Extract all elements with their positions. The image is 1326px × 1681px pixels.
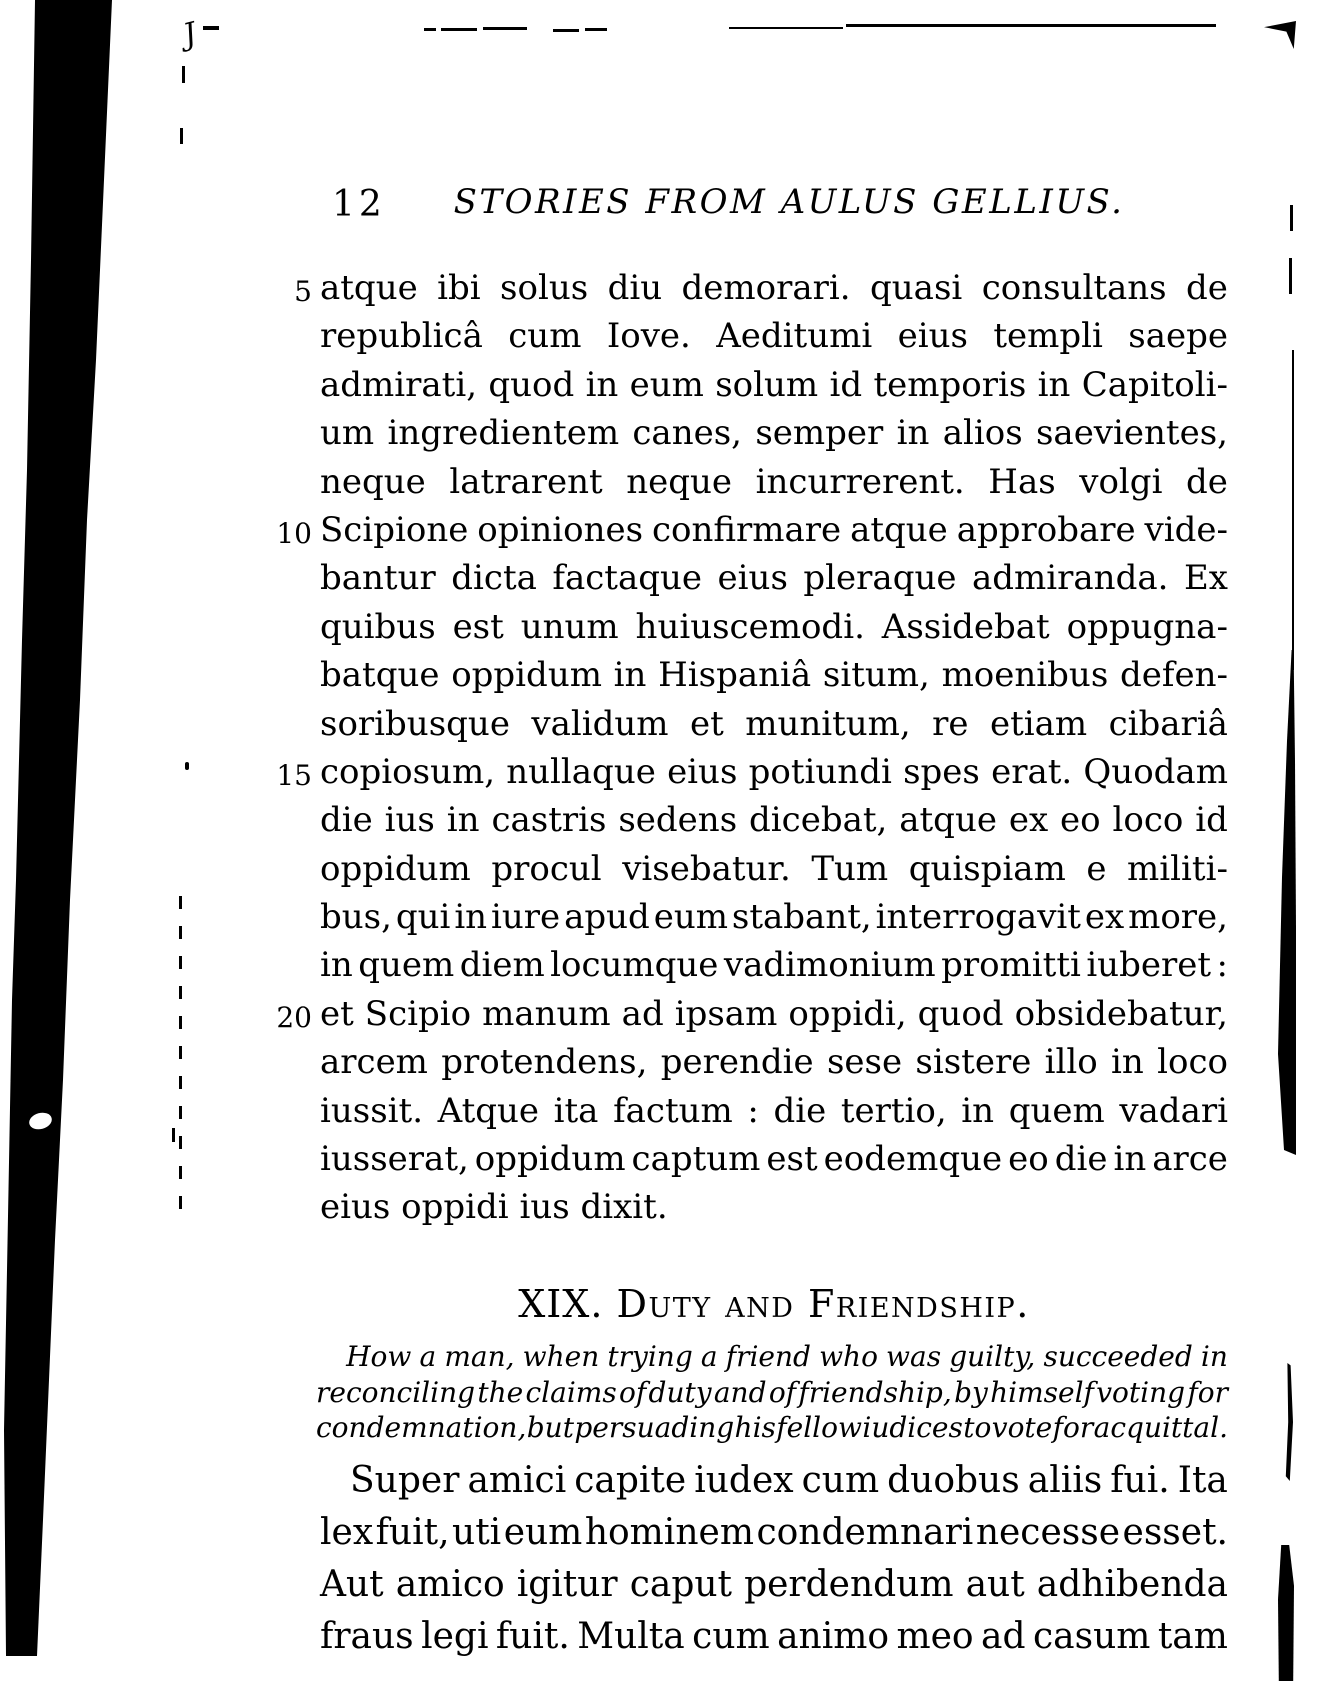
- word: in: [585, 364, 619, 405]
- word: approbare: [956, 509, 1136, 550]
- latin-paragraph-2: [320, 1460, 1228, 1668]
- word: loco: [1157, 1042, 1228, 1083]
- word: more,: [1128, 897, 1228, 938]
- text-line: [276, 509, 1228, 558]
- word: lex: [320, 1512, 374, 1553]
- text-line: [320, 1187, 1228, 1235]
- text-line: [320, 607, 1228, 655]
- section-heading: [320, 1282, 1228, 1326]
- word: perendie: [660, 1042, 814, 1083]
- word: locumque: [550, 945, 719, 986]
- word: :: [747, 1090, 759, 1131]
- scan-tick: [1290, 205, 1293, 231]
- word: in: [961, 1090, 995, 1131]
- text-line: [316, 1376, 1228, 1412]
- word: igitur: [516, 1564, 618, 1605]
- running-title: STORIES FROM AULUS GELLIUS.: [453, 182, 1125, 222]
- word: etiam: [989, 703, 1088, 744]
- word: in: [1111, 1042, 1144, 1083]
- word: oppidi,: [788, 993, 907, 1034]
- text-line: [320, 413, 1228, 461]
- word: ita: [553, 1090, 599, 1131]
- word: ius: [384, 800, 435, 841]
- word: ad: [981, 1616, 1026, 1657]
- word: guilty,: [949, 1340, 1036, 1373]
- word: die: [320, 800, 373, 841]
- word: duty: [648, 1375, 712, 1409]
- word: latrarent: [449, 461, 603, 502]
- word: oppugna-: [1066, 606, 1228, 647]
- word: oppidum: [474, 1139, 626, 1180]
- word: captum: [631, 1139, 761, 1180]
- word: reconciling: [316, 1375, 476, 1409]
- word: huiuscemodi.: [635, 606, 865, 647]
- word: ingredientem: [387, 413, 620, 454]
- word: ibi: [437, 268, 481, 308]
- word: a: [700, 1340, 718, 1373]
- text-line: [320, 1460, 1228, 1512]
- word: e: [1086, 848, 1107, 889]
- word: castris: [491, 800, 607, 841]
- word: casum: [1032, 1616, 1151, 1657]
- scan-tick: [180, 128, 183, 144]
- word: obsidebatur,: [1014, 993, 1228, 1034]
- word: in: [446, 800, 480, 841]
- word: acquittal.: [1093, 1411, 1228, 1445]
- margin-line-number: 10: [276, 516, 312, 550]
- word: Assidebat: [881, 606, 1050, 647]
- word: ipsam: [674, 993, 778, 1034]
- word: nullaque: [506, 751, 656, 792]
- word: vide-: [1144, 509, 1228, 550]
- page-header: [320, 182, 1228, 226]
- text-line: [320, 1091, 1228, 1139]
- word: esset.: [1122, 1512, 1228, 1553]
- word: hominem: [584, 1512, 754, 1553]
- word: trying: [607, 1340, 693, 1373]
- text-line: [320, 462, 1228, 510]
- word: was: [886, 1340, 942, 1373]
- word: atque: [850, 509, 948, 550]
- scan-tick: [172, 1128, 175, 1142]
- word: his: [734, 1411, 776, 1445]
- text-line: [320, 558, 1228, 606]
- word: condemnari: [756, 1512, 974, 1553]
- word: friendship,: [798, 1375, 952, 1409]
- text-line: [316, 1411, 1228, 1447]
- word: Ex: [1183, 558, 1228, 599]
- scan-line: [729, 27, 843, 29]
- page-number: 12: [332, 184, 386, 225]
- word: saevientes,: [1035, 413, 1228, 454]
- word: fellow: [776, 1411, 862, 1445]
- word: sese: [826, 1042, 903, 1083]
- word: um: [320, 413, 375, 454]
- pen-mark: J: [179, 16, 200, 53]
- text-line: [316, 1340, 1228, 1376]
- text-line: [320, 1042, 1228, 1090]
- word: duobus: [887, 1460, 1020, 1501]
- word: bantur: [320, 558, 436, 599]
- text-line: [320, 365, 1228, 413]
- word: situm,: [822, 655, 930, 696]
- word: eodemque: [823, 1139, 1003, 1180]
- word: fuit,: [375, 1512, 450, 1553]
- word: potiundi: [748, 751, 892, 792]
- word: manum: [482, 993, 611, 1034]
- scan-dash: [585, 28, 607, 31]
- text-line: [320, 800, 1228, 848]
- word: iusserat,: [320, 1139, 469, 1180]
- word: himself: [990, 1375, 1094, 1409]
- word: consultans: [981, 268, 1167, 308]
- word: eum: [653, 897, 728, 938]
- word: munitum,: [745, 703, 911, 744]
- word: diem: [459, 945, 545, 986]
- word: cum: [801, 1460, 880, 1501]
- word: quod: [917, 993, 1004, 1034]
- text-line: [276, 751, 1228, 800]
- word: incurrerent.: [755, 461, 965, 502]
- scan-dash: [553, 29, 579, 32]
- word: to: [963, 1411, 992, 1445]
- scan-streak: [1292, 350, 1294, 670]
- word: eius: [897, 316, 968, 357]
- word: sedens: [618, 800, 738, 841]
- word: solus: [500, 268, 589, 308]
- word: tam: [1157, 1616, 1228, 1657]
- word: factum: [613, 1090, 733, 1131]
- word: confirmare: [651, 509, 842, 550]
- word: of: [768, 1375, 797, 1409]
- word: temporis: [873, 364, 1027, 405]
- word: vadari: [1119, 1090, 1228, 1131]
- text-run: eius oppidi ius dixit.: [320, 1187, 668, 1228]
- word: How: [346, 1340, 412, 1373]
- word: factaque: [552, 558, 703, 599]
- word: Hispaniâ: [658, 655, 812, 696]
- word: for: [1187, 1375, 1228, 1409]
- word: ad: [621, 993, 664, 1034]
- word: claims: [525, 1375, 617, 1409]
- word: quibus: [320, 606, 436, 647]
- word: quem: [358, 945, 455, 986]
- word: erat.: [991, 751, 1073, 792]
- word: persuading: [574, 1411, 735, 1445]
- scan-tick: [182, 66, 185, 83]
- word: Atque: [437, 1090, 540, 1131]
- word: apud: [564, 897, 650, 938]
- word: ex: [1084, 897, 1125, 938]
- text-line: [320, 849, 1228, 897]
- word: qui: [395, 897, 451, 938]
- word: canes,: [632, 413, 742, 454]
- word: saepe: [1128, 316, 1228, 357]
- section-summary: [316, 1340, 1228, 1447]
- word: copiosum,: [320, 751, 496, 792]
- word: caput: [629, 1564, 733, 1605]
- word: Has: [988, 461, 1056, 502]
- word: et: [689, 703, 724, 744]
- word: and: [713, 1375, 767, 1409]
- word: Multa: [577, 1616, 685, 1657]
- word: voting: [1096, 1375, 1186, 1409]
- word: Capitoli-: [1081, 364, 1228, 405]
- word: interrogavit: [875, 897, 1081, 938]
- word: by: [954, 1375, 988, 1409]
- word: Aut: [320, 1564, 384, 1605]
- scan-dash: [424, 28, 436, 31]
- word: quispiam: [908, 848, 1066, 889]
- word: et: [320, 993, 354, 1034]
- word: in: [613, 655, 647, 696]
- word: est: [766, 1139, 818, 1180]
- word: dicebat,: [749, 800, 888, 841]
- word: volgi: [1079, 461, 1163, 502]
- word: id: [1195, 800, 1228, 841]
- word: cum: [692, 1616, 770, 1657]
- text-line: [320, 897, 1228, 945]
- word: in: [320, 945, 353, 986]
- word: opiniones: [477, 509, 644, 550]
- word: legi: [421, 1616, 489, 1657]
- word: for: [1052, 1411, 1094, 1445]
- word: semper: [755, 413, 884, 454]
- section-title: Duty and Friendship.: [616, 1282, 1030, 1326]
- word: Tum: [811, 848, 889, 889]
- scan-dash: [441, 28, 477, 31]
- text-line: [320, 1564, 1228, 1616]
- word: but: [526, 1411, 574, 1445]
- word: procul: [491, 848, 602, 889]
- word: eius: [717, 558, 788, 599]
- word: uti: [452, 1512, 502, 1553]
- word: necesse: [975, 1512, 1121, 1553]
- text-line: [276, 993, 1228, 1042]
- word: man,: [444, 1340, 515, 1373]
- word: dicta: [451, 558, 537, 599]
- text-line: [320, 1616, 1228, 1668]
- word: quasi: [870, 268, 963, 308]
- word: quod: [488, 364, 575, 405]
- scan-speck: [185, 762, 189, 770]
- word: adhibenda: [1036, 1564, 1228, 1605]
- binding-shadow-bar: [0, 0, 120, 1656]
- word: in: [896, 413, 930, 454]
- word: eum: [503, 1512, 583, 1553]
- word: a: [419, 1340, 437, 1373]
- word: in: [1113, 1139, 1147, 1180]
- word: perdendum: [744, 1564, 954, 1605]
- word: neque: [626, 461, 733, 502]
- page-corner-wedge: [1264, 21, 1296, 49]
- latin-paragraph: [276, 268, 1228, 1236]
- scan-dash: [483, 27, 527, 30]
- word: the: [477, 1375, 524, 1409]
- word: Scipio: [364, 993, 472, 1034]
- word: moenibus: [941, 655, 1109, 696]
- margin-line-number: 5: [294, 275, 312, 308]
- scan-streak: [1276, 650, 1296, 1155]
- word: die: [1054, 1139, 1108, 1180]
- section-number: XIX.: [518, 1282, 604, 1326]
- word: templi: [993, 316, 1103, 357]
- word: in: [1200, 1340, 1228, 1373]
- word: quem: [1008, 1090, 1105, 1131]
- word: fuit.: [495, 1616, 570, 1657]
- word: aliis: [1027, 1460, 1103, 1501]
- word: soribusque: [320, 703, 510, 744]
- word: Super: [350, 1460, 460, 1501]
- margin-line-number: 15: [276, 758, 312, 792]
- word: iure: [491, 897, 561, 938]
- word: Iove.: [606, 316, 691, 357]
- word: spes: [903, 751, 980, 792]
- word: amico: [395, 1564, 505, 1605]
- word: eius: [667, 751, 738, 792]
- word: die: [773, 1090, 827, 1131]
- word: vadimonium: [723, 945, 936, 986]
- text-line: [320, 1139, 1228, 1187]
- word: admirati,: [320, 364, 478, 405]
- word: oppidum: [320, 848, 471, 889]
- word: animo: [777, 1616, 890, 1657]
- word: capite: [574, 1460, 687, 1501]
- word: amici: [467, 1460, 567, 1501]
- word: Aeditumi: [716, 316, 873, 357]
- word: alios: [942, 413, 1023, 454]
- word: who: [819, 1340, 878, 1373]
- word: pleraque: [803, 558, 957, 599]
- word: arcem: [320, 1042, 428, 1083]
- word: Scipione: [320, 509, 469, 550]
- word: in: [1037, 364, 1071, 405]
- word: tertio,: [840, 1090, 947, 1131]
- word: de: [1186, 268, 1228, 308]
- word: iuberet: [1086, 945, 1212, 986]
- word: fui.: [1110, 1460, 1170, 1501]
- word: meo: [896, 1616, 974, 1657]
- word: defen-: [1119, 655, 1228, 696]
- word: condemnation,: [316, 1411, 527, 1445]
- word: eo: [1008, 1139, 1049, 1180]
- scan-line: [846, 24, 1216, 27]
- word: iudices: [862, 1411, 963, 1445]
- scan-tick: [1289, 258, 1292, 294]
- fold-dashed-line: [179, 896, 182, 1226]
- word: atque: [899, 800, 997, 841]
- word: oppidum: [451, 655, 602, 696]
- word: de: [1186, 461, 1228, 502]
- text-line: [320, 1512, 1228, 1564]
- word: republicâ: [320, 316, 483, 357]
- word: aut: [965, 1564, 1025, 1605]
- word: cum: [508, 316, 582, 357]
- word: Quodam: [1083, 751, 1228, 792]
- word: when: [522, 1340, 600, 1373]
- word: loco: [1112, 800, 1184, 841]
- word: friend: [725, 1340, 811, 1373]
- word: solum: [715, 364, 819, 405]
- word: iudex: [694, 1460, 794, 1501]
- text-line: [320, 704, 1228, 752]
- word: validum: [531, 703, 669, 744]
- word: iussit.: [320, 1090, 424, 1131]
- word: militi-: [1127, 848, 1228, 889]
- scan-streak: [1285, 1363, 1293, 1481]
- word: vote: [991, 1411, 1053, 1445]
- word: stabant,: [731, 897, 872, 938]
- word: in: [454, 897, 488, 938]
- word: fraus: [320, 1616, 414, 1657]
- word: diu: [607, 268, 663, 308]
- word: batque: [320, 655, 440, 696]
- word: eo: [1060, 800, 1101, 841]
- word: :: [1216, 945, 1228, 986]
- word: id: [829, 364, 863, 405]
- word: Ita: [1177, 1460, 1228, 1501]
- word: arce: [1152, 1139, 1228, 1180]
- word: ex: [1008, 800, 1049, 841]
- margin-line-number: 20: [276, 1000, 312, 1034]
- word: demorari.: [681, 268, 851, 308]
- word: illo: [1044, 1042, 1098, 1083]
- word: unum: [520, 606, 619, 647]
- text-line: [320, 945, 1228, 993]
- word: cibariâ: [1108, 703, 1228, 744]
- text-line: [320, 655, 1228, 703]
- word: est: [452, 606, 504, 647]
- word: re: [932, 703, 969, 744]
- word: protendens,: [441, 1042, 648, 1083]
- word: sistere: [915, 1042, 1032, 1083]
- word: promitti: [941, 945, 1081, 986]
- word: succeeded: [1043, 1340, 1193, 1373]
- word: neque: [320, 461, 426, 502]
- word: bus,: [320, 897, 392, 938]
- scan-dash: [203, 26, 219, 30]
- word: of: [619, 1375, 647, 1409]
- text-line: [294, 268, 1228, 316]
- word: visebatur.: [622, 848, 791, 889]
- scan-streak: [1278, 1545, 1294, 1681]
- word: atque: [320, 268, 418, 308]
- word: admiranda.: [972, 558, 1169, 599]
- text-line: [320, 316, 1228, 364]
- word: eum: [629, 364, 704, 405]
